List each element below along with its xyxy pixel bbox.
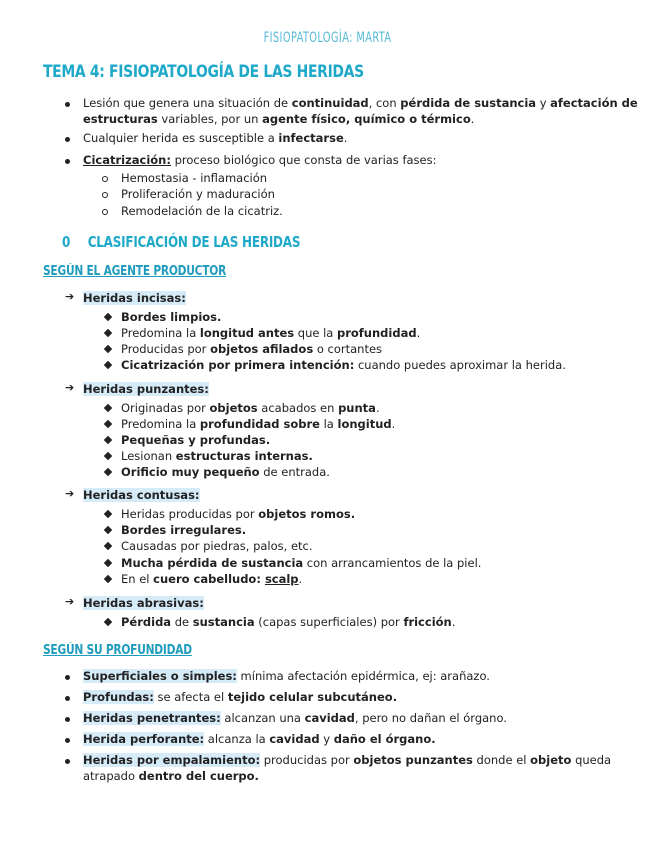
bullet-icon [65, 717, 70, 722]
depth-item: Profundas: se afecta el tejido celular subcutáneo. [83, 690, 398, 704]
subsection-heading-depth: SEGÚN SU PROFUNDIDAD [43, 643, 192, 658]
depth-item: Heridas penetrantes: alcanzan una cavidad, pero no dañan el órgano. [83, 711, 507, 725]
list-item: Originadas por objetos acabados en punta. [121, 401, 380, 415]
intro-bullet-1-line-2: estructuras variables, por un agente físico, químico o térmico. [83, 112, 475, 126]
bullet-icon [65, 675, 70, 680]
list-item: Cicatrización por primera intención: cuando puedes aproximar la herida. [121, 358, 566, 372]
diamond-bullet-icon [104, 361, 112, 369]
diamond-bullet-icon [104, 313, 112, 321]
diamond-bullet-icon [104, 452, 112, 460]
circle-bullet-icon [102, 209, 108, 215]
list-item: Pérdida de sustancia (capas superficiales) por fricción. [121, 615, 456, 629]
list-item: Predomina la longitud antes que la profundidad. [121, 326, 421, 340]
depth-item: Superficiales o simples: mínima afectación epidérmica, ej: arañazo. [83, 669, 490, 683]
diamond-bullet-icon [104, 436, 112, 444]
phase-item: Hemostasia - inflamación [121, 171, 268, 185]
diamond-bullet-icon [104, 559, 112, 567]
bullet-icon [65, 102, 70, 107]
arrow-icon: ➔ [65, 487, 75, 500]
category-incisas: Heridas incisas: [83, 291, 186, 305]
list-item: Mucha pérdida de sustancia con arrancamientos de la piel. [121, 556, 482, 570]
diamond-bullet-icon [104, 420, 112, 428]
list-item: Pequeñas y profundas. [121, 433, 271, 447]
intro-bullet-1-line-1: Lesión que genera una situación de continuidad, con pérdida de sustancia y afectación de [83, 96, 638, 110]
list-item: Orificio muy pequeño de entrada. [121, 465, 330, 479]
subsection-heading-agent: SEGÚN EL AGENTE PRODUCTOR [43, 264, 227, 279]
diamond-bullet-icon [104, 510, 112, 518]
bullet-icon [65, 159, 70, 164]
diamond-bullet-icon [104, 404, 112, 412]
category-punzantes: Heridas punzantes: [83, 382, 209, 396]
depth-item-line-2: atrapado dentro del cuerpo. [83, 769, 259, 783]
intro-bullet-3: Cicatrización: proceso biológico que consta de varias fases: [83, 153, 437, 167]
bullet-icon [65, 738, 70, 743]
arrow-icon: ➔ [65, 595, 75, 608]
phase-item: Proliferación y maduración [121, 187, 275, 201]
bullet-icon [65, 696, 70, 701]
circle-bullet-icon [102, 176, 108, 182]
list-item: Heridas producidas por objetos romos. [121, 507, 356, 521]
list-item: Bordes limpios. [121, 310, 222, 324]
list-item: Bordes irregulares. [121, 523, 247, 537]
page-title: TEMA 4: FISIOPATOLOGÍA DE LAS HERIDAS [43, 62, 364, 82]
page-header: FISIOPATOLOGÍA: MARTA [263, 30, 392, 46]
category-contusas: Heridas contusas: [83, 488, 200, 502]
category-abrasivas: Heridas abrasivas: [83, 596, 204, 610]
arrow-icon: ➔ [65, 381, 75, 394]
intro-bullet-2: Cualquier herida es susceptible a infectarse. [83, 131, 348, 145]
diamond-bullet-icon [104, 468, 112, 476]
phase-item: Remodelación de la cicatriz. [121, 204, 283, 218]
list-item: Causadas por piedras, palos, etc. [121, 539, 313, 553]
circle-bullet-icon [102, 192, 108, 198]
arrow-icon: ➔ [65, 290, 75, 303]
section-heading: 0 CLASIFICACIÓN DE LAS HERIDAS [62, 233, 301, 251]
diamond-bullet-icon [104, 345, 112, 353]
diamond-bullet-icon [104, 575, 112, 583]
depth-item-line-1: Heridas por empalamiento: producidas por objetos punzantes donde el objeto queda [83, 753, 612, 767]
list-item: Predomina la profundidad sobre la longitud. [121, 417, 396, 431]
diamond-bullet-icon [104, 618, 112, 626]
list-item: En el cuero cabelludo: scalp. [121, 572, 303, 586]
diamond-bullet-icon [104, 526, 112, 534]
diamond-bullet-icon [104, 542, 112, 550]
bullet-icon [65, 759, 70, 764]
depth-item: Herida perforante: alcanza la cavidad y daño el órgano. [83, 732, 436, 746]
list-item: Producidas por objetos afilados o cortantes [121, 342, 383, 356]
diamond-bullet-icon [104, 329, 112, 337]
bullet-icon [65, 137, 70, 142]
list-item: Lesionan estructuras internas. [121, 449, 313, 463]
